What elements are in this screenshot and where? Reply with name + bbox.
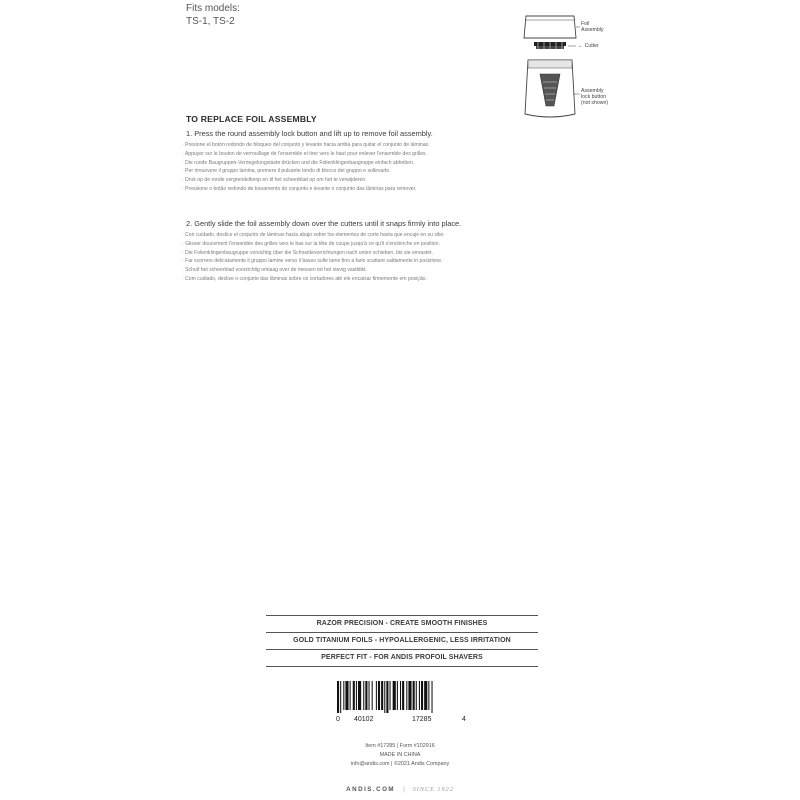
translation-pt: · Pressione o botão redondo de travamento do conjunto e levante o conjunto das lâminas para remover. [182,185,430,194]
barcode-icon [336,681,468,713]
feature-list [266,615,538,667]
brand-website: ANDIS.COM [346,786,396,793]
item-form-number: Item #17285 | Form #102916 [365,743,435,749]
barcode-digits [336,716,470,728]
translation-pt: · Com cuidado, deslize o conjunto das lâminas sobre os cortadores até ele encaixar firmemente em posição. [182,275,445,284]
barcode-digit-product: 17285 [412,716,432,723]
brand-line: ANDIS.COM | SINCE 1922 [346,786,454,793]
feature-perfect-fit: PERFECT FIT - FOR ANDIS PROFOIL SHAVERS [266,649,538,667]
lock-button-label: Assembly lock button (not shown) [581,88,609,106]
translation-nl: · Schuif het scheerblad voorzichtig omlaag over de messen tot het stevig vastklikt. [182,266,445,275]
translation-fr: · Glisser doucement l'ensemble des grilles vers le bas sur la tête de coupe jusqu'à ce qu'il s'enclenche en position. [182,240,445,249]
barcode-digit-check: 4 [462,716,466,723]
feature-gold-titanium: GOLD TITANIUM FOILS - HYPOALLERGENIC, LESS IRRITATION [266,632,538,649]
section-heading: TO REPLACE FOIL ASSEMBLY [186,114,317,124]
translation-it: · Per rimuovere il gruppo lamina, premere il pulsante tondo di blocco del gruppo e sollevarlo. [182,167,430,176]
translation-es: · Con cuidado, deslice el conjunto de láminas hacia abajo sobre los elementos de corte hasta que encaje en su sitio. [182,231,445,240]
translation-nl: · Druk op de ronde vergrendelknop en til het scheerblad op om het te verwijderen. [182,176,430,185]
step-1-instruction: 1. Press the round assembly lock button and lift up to remove foil assembly. [186,129,433,138]
feature-razor-precision: RAZOR PRECISION - CREATE SMOOTH FINISHES [266,615,538,632]
fits-models [186,2,240,28]
cutter-label: ← Cutter [578,43,599,49]
barcode-digit-manufacturer: 40102 [354,716,374,723]
fits-models-label: Fits models: [186,3,240,14]
contact-copyright: info@andis.com | ©2021 Andis Company [350,761,450,767]
product-footer [300,742,500,769]
step-1-translations [182,141,430,194]
translation-it: · Far scorrere delicatamente il gruppo lamine verso il basso sulle lame fino a farlo scattare saldamente in posizione. [182,257,445,266]
fits-models-list: TS-1, TS-2 [186,16,235,27]
translation-fr: · Appuyer sur le bouton de verrouillage de l'ensemble et tirer vers le haut pour enlever l'ensemble des grilles. [182,150,430,159]
country-of-origin: MADE IN CHINA [379,752,421,758]
translation-de: · Die Folienklingenbaugruppe vorsichtig über die Schneidevorrichtungen nach unten schieben, bis sie einrastet. [182,249,445,258]
step-2-translations [182,231,445,284]
translation-de: · Die runde Baugruppen-Verriegelungstaste drücken und die Folienklingenbaugruppe einfach abheben. [182,159,430,168]
brand-since: SINCE 1922 [412,786,454,793]
foil-assembly-label: Foil Assembly [581,21,604,33]
barcode-digit-system: 0 [336,716,340,723]
step-2-instruction: 2. Gently slide the foil assembly down over the cutters until it snaps firmly into place. [186,219,462,228]
foil-assembly-diagram [518,12,618,122]
translation-es: · Presione el botón redondo de bloqueo del conjunto y levante hacia arriba para quitar el conjunto de láminas. [182,141,430,150]
